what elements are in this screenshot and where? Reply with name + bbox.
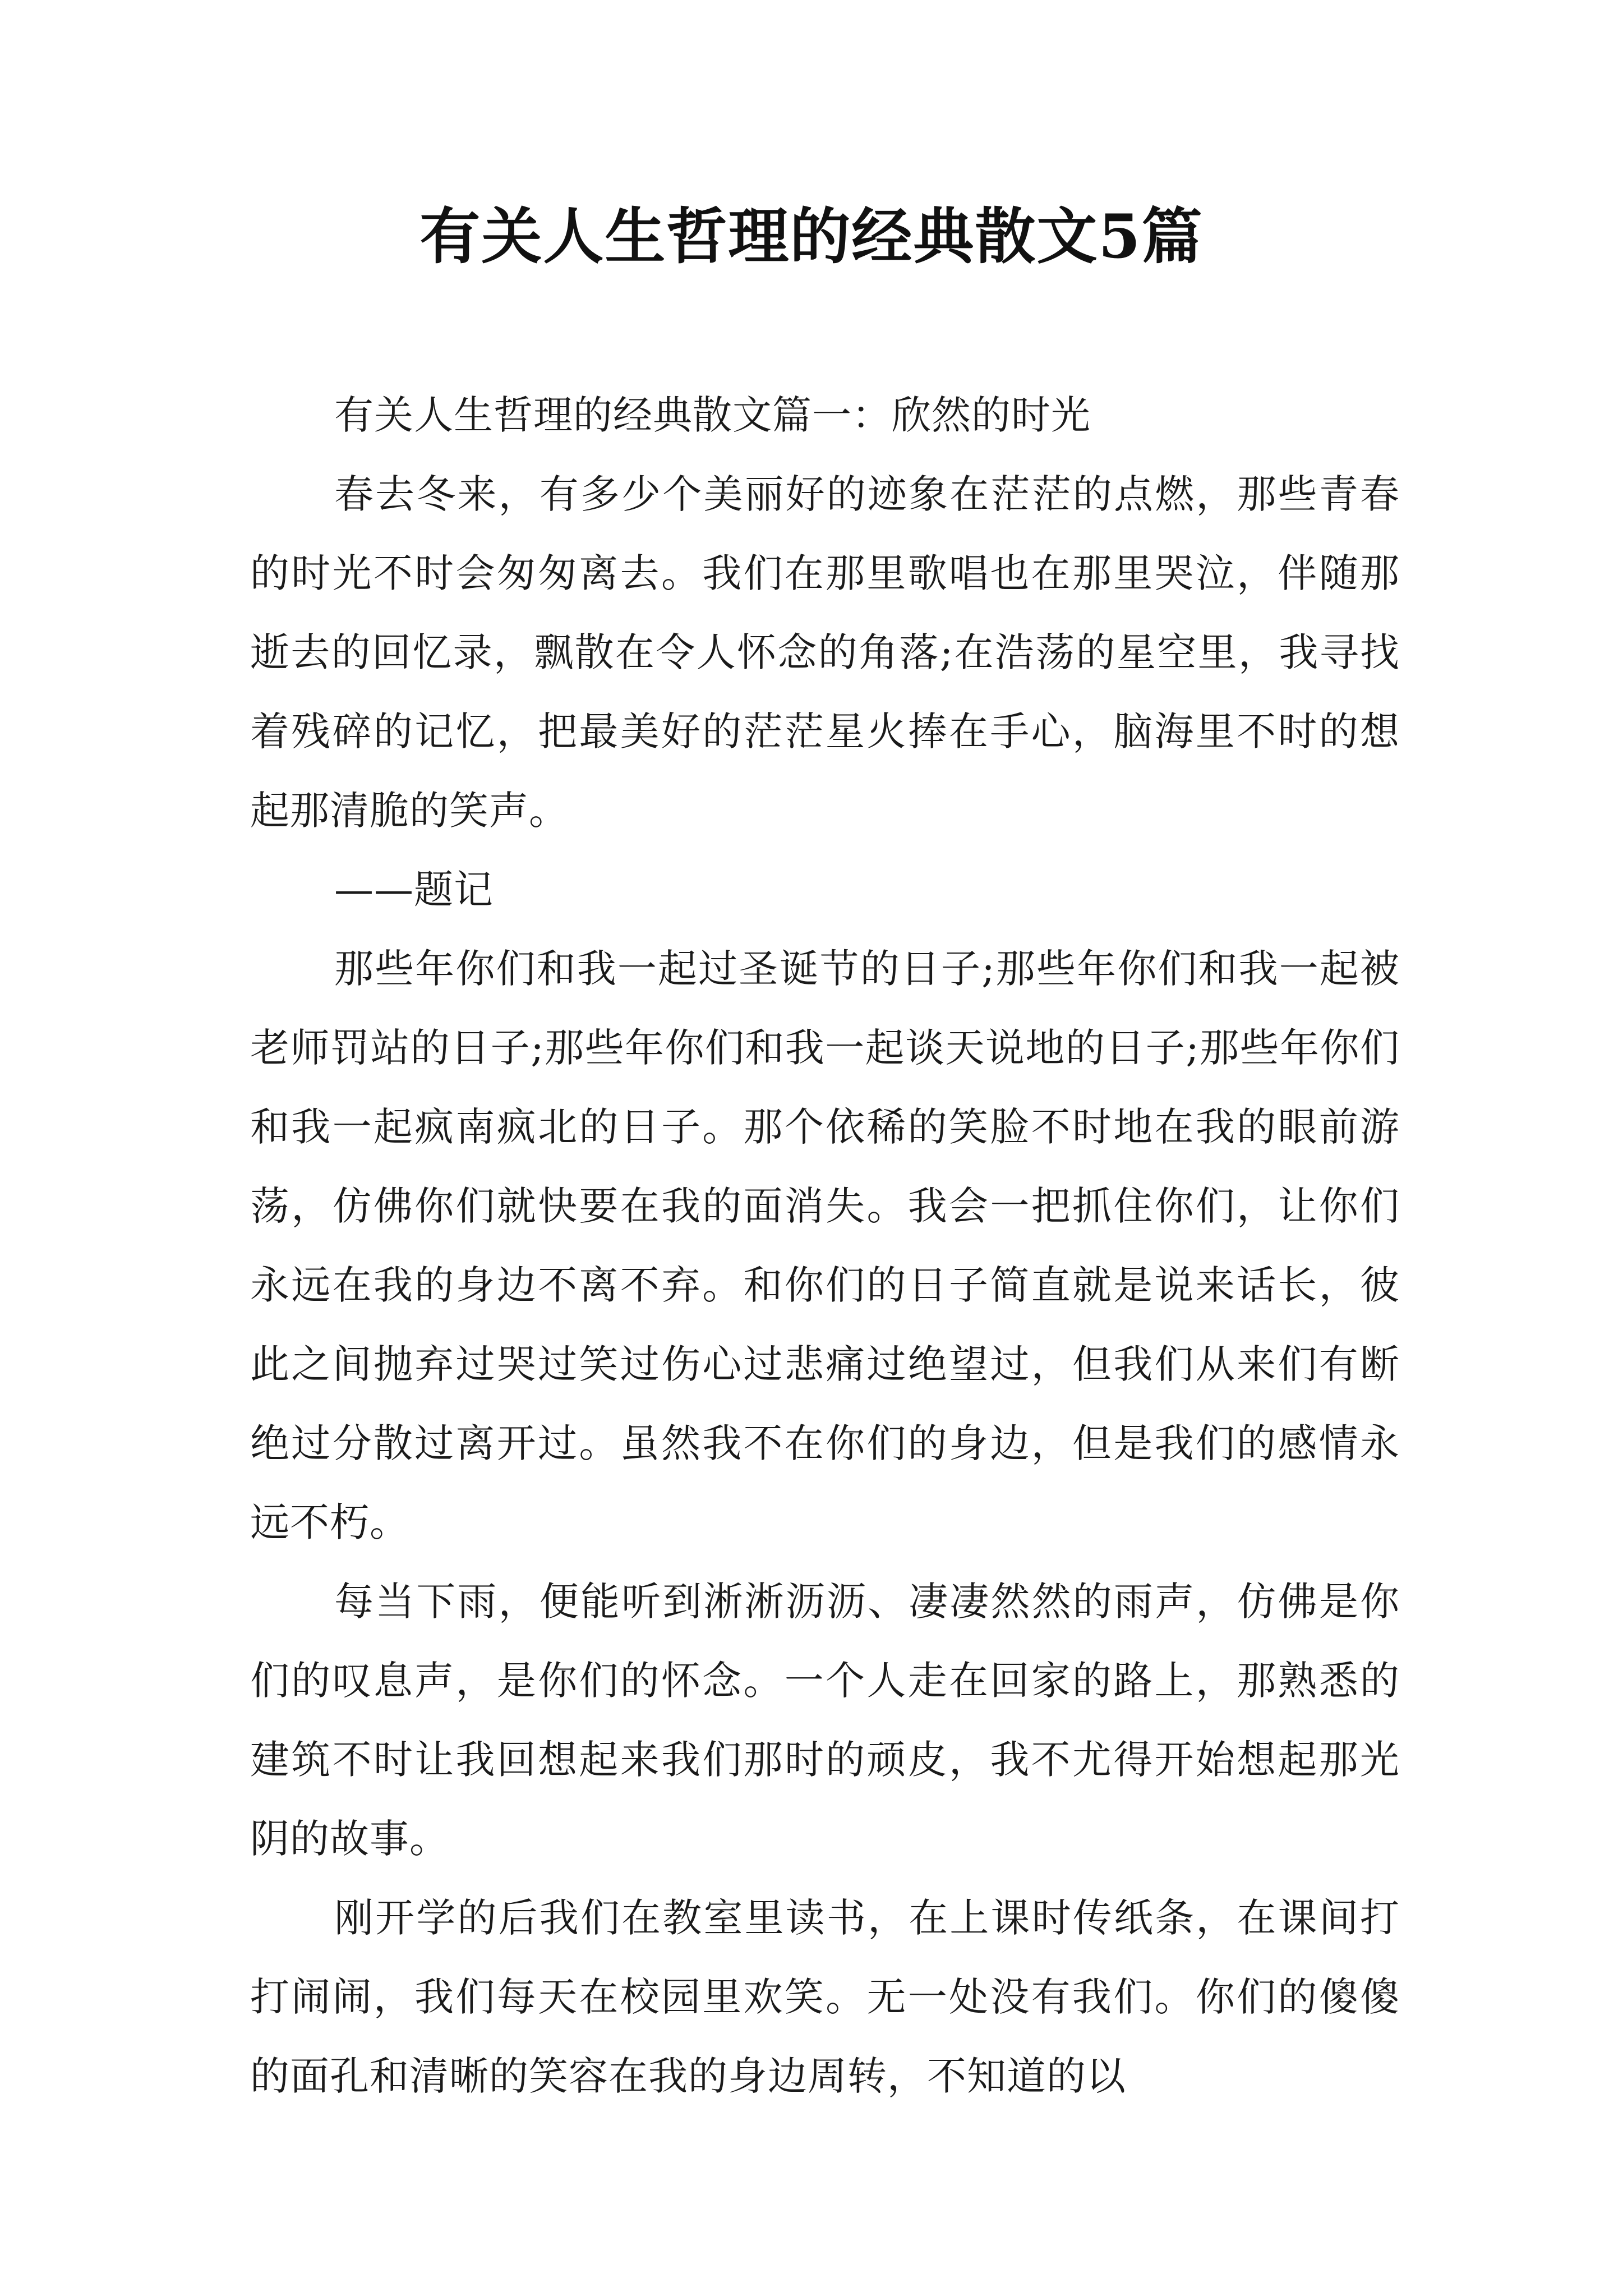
document-body (250, 376, 1400, 2116)
paragraph-rain: 每当下雨，便能听到淅淅沥沥、凄凄然然的雨声，仿佛是你们的叹息声，是你们的怀念。一个人走在回家的路上，那熟悉的建筑不时让我回想起来我们那时的顽皮，我不尤得开始想起那光阴的故事。 (250, 1579, 1400, 1862)
document-title: 有关人生哲理的经典散文5篇 (419, 201, 1204, 272)
paragraph-epigraph-note: ——题记 (334, 867, 494, 913)
paragraph-intro: 春去冬来，有多少个美丽好的迹象在茫茫的点燃，那些青春的时光不时会匆匆离去。我们在那里歌唱也在那里哭泣，伴随那逝去的回忆录，飘散在令人怀念的角落;在浩荡的星空里，我寻找着残碎的记忆，把最美好的茫茫星火捧在手心，脑海里不时的想起那清脆的笑声。 (250, 471, 1400, 834)
paragraph-those-years: 那些年你们和我一起过圣诞节的日子;那些年你们和我一起被老师罚站的日子;那些年你们和我一起谈天说地的日子;那些年你们和我一起疯南疯北的日子。那个依稀的笑脸不时地在我的眼前游荡，仿佛你们就快要在我的面消失。我会一把抓住你们，让你们永远在我的身边不离不弃。和你们的日子简直就是说来话长，彼此之间抛弃过哭过笑过伤心过悲痛过绝望过，但我们从来们有断绝过分散过离开过。虽然我不在你们的身边，但是我们的感情永远不朽。 (250, 946, 1400, 1545)
paragraph-school-start: 刚开学的后我们在教室里读书，在上课时传纸条，在课间打打闹闹，我们每天在校园里欢笑。无一处没有我们。你们的傻傻的面孔和清晰的笑容在我的身边周转，不知道的以 (250, 1895, 1400, 2099)
paragraph-section-heading: 有关人生哲理的经典散文篇一：欣然的时光 (334, 392, 1091, 438)
